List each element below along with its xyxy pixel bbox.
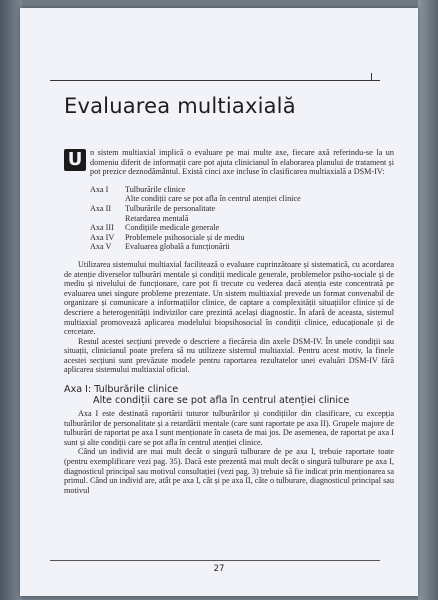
section-subheading: Alte condiții care se pot afla în centrul atenției clinice [93, 395, 350, 407]
axis-description: Retardarea mentală [125, 213, 189, 223]
body-paragraph: Utilizarea sistemului multiaxial facilitează o evaluare cuprinzătoare și sistematică, cu acordarea de atenție diverselor tulburări mentale și condiții medicale generale, problemelor psiho-sociale și de mediu și nivelului de funcționare, care pot fi trecute cu vederea dacă atenția este concentrată pe evaluarea unei singure probleme prezentate. Un sistem multiaxial prevede un format convenabil de organizare și comunicare a informațiilor clinice, de captare a complexității situațiilor clinice și de descriere a heterogenității indivizilor care prezintă același diagnostic. În afară de aceasta, sistemul multiaxial promovează aplicarea modelului biopsihosocial în condiții clinice, educaționale și de cercetare. [64, 259, 394, 337]
axis-row [90, 194, 380, 204]
axis-row [90, 233, 380, 243]
axis-row [90, 223, 380, 233]
background-left-edge [0, 0, 22, 600]
axis-row [90, 204, 380, 214]
axis-row [90, 185, 380, 195]
section-paragraph: Când un individ are mai mult decât o singură tulburare de pe axa I, trebuie raportate toate (pentru exemplificare vezi pag. 35). Dacă este prezentă mai mult decât o singură tulburare pe axa I, diagnosticul principal sau motivul consultației (vezi pag. 3) trebuie să fie indicat prin menționarea sa primul. Când un individ are, atât pe axa I, cât și pe axa II, câte o tulburare, diagnosticul principal sau motivul [64, 447, 394, 495]
intro-paragraph [64, 148, 394, 177]
background-right-edge [418, 0, 438, 600]
intro-text: n sistem multiaxial implică o evaluare pe mai multe axe, fiecare axă referindu-se la un domeniu diferit de informații care pot ajuta clinicianul în elaborarea planului de tratament și pot prezice deznodământul. Există cinci axe incluse în clasificarea multiaxială a DSM-IV: [90, 148, 394, 177]
axis-label: Axa III [90, 223, 114, 233]
axis-label: Axa I [90, 184, 109, 194]
axis-label [90, 194, 125, 204]
axis-label: Axa II [90, 203, 112, 213]
axis-description: Tulburările clinice [125, 184, 186, 194]
axis-description: Tulburările de personalitate [125, 203, 216, 213]
axis-description: Condițiile medicale generale [125, 223, 220, 233]
header-rule [50, 80, 380, 81]
footer-rule [50, 560, 380, 561]
page-number: 27 [213, 564, 225, 574]
drop-cap: U [64, 149, 86, 171]
axis-description: Alte condiții care se pot afla în centrul atenției clinice [125, 194, 301, 204]
section-paragraph: Axa I este destinată raportării tuturor tulburărilor și condițiilor din clasificare, cu excepția tulburărilor de personalitate și a retardării mentale (care sunt raportate pe axa II). Grupele majore de tulburări de raportat pe axa I sunt menționate în caseta de mai jos. De asemenea, de raportat pe axa I sunt și alte condiții care se pot afla în centrul atenției clinice. [64, 409, 394, 447]
axis-row [90, 242, 380, 252]
axis-row [90, 214, 380, 224]
axes-list [90, 185, 380, 252]
axis-label: Axa IV [90, 232, 115, 242]
chapter-title: Evaluarea multiaxială [64, 94, 296, 118]
body-text [64, 148, 394, 495]
section-heading: Axa I: Tulburările clinice [64, 384, 179, 396]
header-rule-tick [371, 73, 380, 81]
book-page [20, 8, 418, 596]
axis-label: Axa V [90, 242, 112, 252]
axis-description: Problemele psihosociale și de mediu [125, 232, 245, 242]
axis-label [90, 214, 125, 224]
body-paragraph: Restul acestei secțiuni prevede o descriere a fiecăreia din axele DSM-IV. În unele condiții sau situații, clinicianul poate prefera să nu utilizeze sistemul multiaxial. Pentru acest motiv, la finele acestei secțiuni sunt prevăzute modele pentru raportarea rezultatelor unei evaluări DSM-IV fără aplicarea sistemului multiaxial oficial. [64, 336, 394, 375]
axis-description: Evaluarea globală a funcționării [125, 242, 230, 252]
